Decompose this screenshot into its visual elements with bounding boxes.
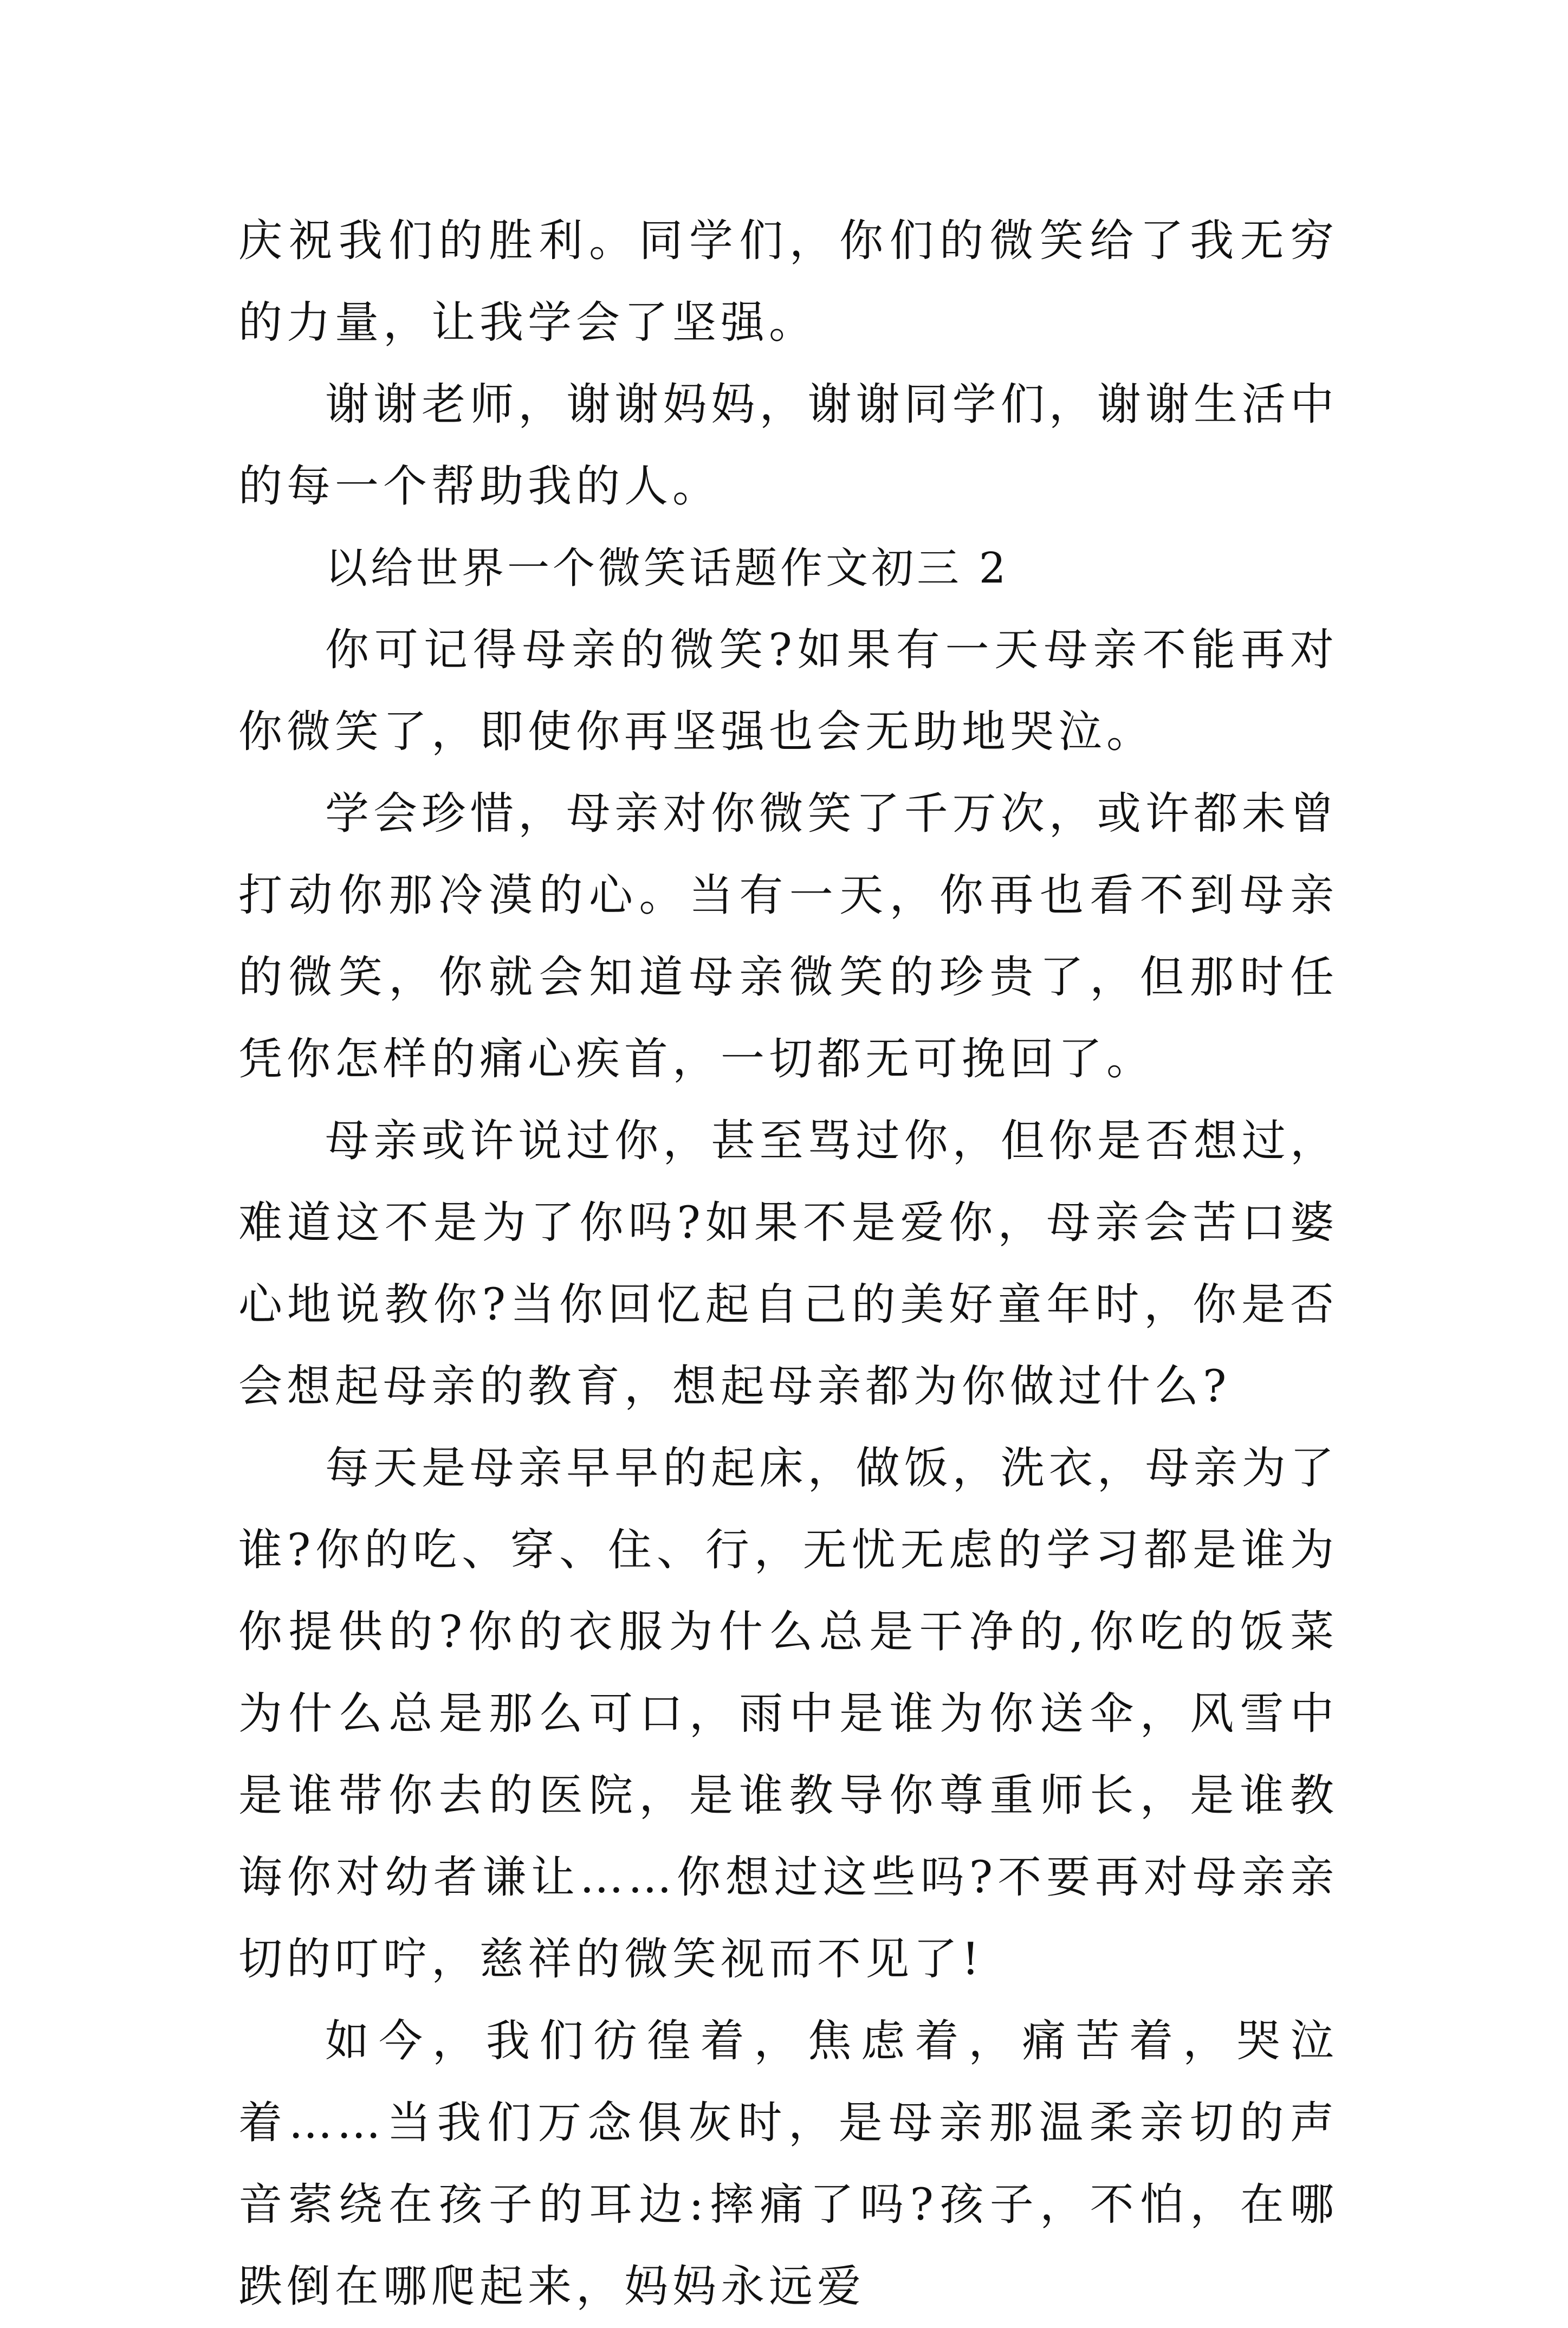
paragraph: 每天是母亲早早的起床，做饭，洗衣，母亲为了谁?你的吃、穿、住、行，无忧无虑的学习都是谁为你提供的?你的衣服为什么总是干净的,你吃的饭菜为什么总是那么可口，雨中是谁为你送伞，风雪中是谁带你去的医院，是谁教导你尊重师长，是谁教诲你对幼者谦让……你想过这些吗?不要再对母亲亲切的叮咛，慈祥的微笑视而不见了! [238,1443,1338,1985]
paragraph-thanks: 谢谢老师，谢谢妈妈，谢谢同学们，谢谢生活中的每一个帮助我的人。 [238,379,1338,512]
paragraph-continuation: 庆祝我们的胜利。同学们，你们的微笑给了我无穷的力量，让我学会了坚强。 [238,216,1338,348]
paragraph: 学会珍惜，母亲对你微笑了千万次，或许都未曾打动你那冷漠的心。当有一天，你再也看不到母亲的微笑，你就会知道母亲微笑的珍贵了，但那时任凭你怎样的痛心疾首，一切都无可挽回了。 [238,788,1338,1085]
paragraph: 母亲或许说过你，甚至骂过你，但你是否想过，难道这不是为了你吗?如果不是爱你，母亲会苦口婆心地说教你?当你回忆起自己的美好童年时，你是否会想起母亲的教育，想起母亲都为你做过什么? [238,1116,1338,1412]
essay-heading: 以给世界一个微笑话题作文初三 2 [325,544,1009,593]
paragraph: 你可记得母亲的微笑?如果有一天母亲不能再对你微笑了，即使你再坚强也会无助地哭泣。 [238,625,1338,758]
document-body [238,201,1338,2328]
paragraph: 如今，我们彷徨着，焦虑着，痛苦着，哭泣着……当我们万念俱灰时，是母亲那温柔亲切的声音萦绕在孩子的耳边:摔痛了吗?孩子，不怕，在哪跌倒在哪爬起来，妈妈永远爱 [238,2016,1338,2312]
